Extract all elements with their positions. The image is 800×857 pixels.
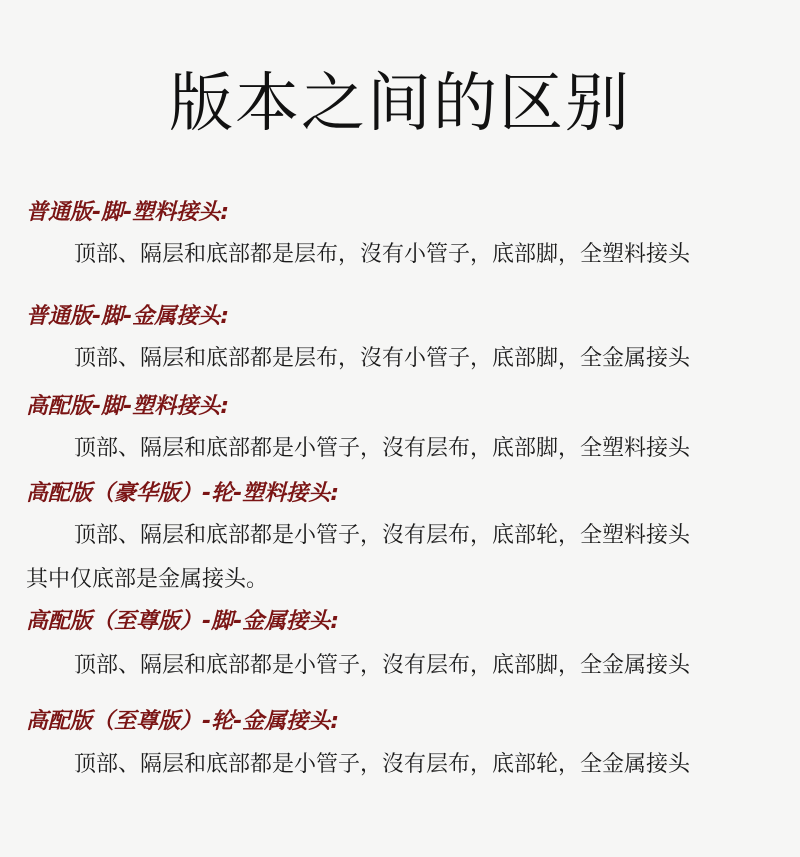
version-description-supreme-feet-metal: 顶部、隔层和底部都是小管子，沒有层布，底部脚，全金属接头 [74,653,691,678]
version-description-deluxe-wheels-plastic: 顶部、隔层和底部都是小管子，沒有层布，底部轮，全塑料接头 [74,523,691,548]
version-heading-standard-feet-plastic: 普通版-脚-塑料接头: [26,200,230,225]
version-heading-supreme-feet-metal: 高配版（至尊版）-脚-金属接头: [26,609,340,634]
version-heading-deluxe-wheels-plastic: 高配版（豪华版）-轮-塑料接头: [26,481,340,506]
version-note-deluxe-wheels-plastic: 其中仅底部是金属接头。 [26,567,269,592]
version-heading-standard-feet-metal: 普通版-脚-金属接头: [26,304,230,329]
version-description-supreme-wheels-metal: 顶部、隔层和底部都是小管子，沒有层布，底部轮，全金属接头 [74,752,691,777]
version-heading-supreme-wheels-metal: 高配版（至尊版）-轮-金属接头: [26,709,340,734]
version-description-premium-feet-plastic: 顶部、隔层和底部都是小管子，沒有层布，底部脚，全塑料接头 [74,436,691,461]
page-title: 版本之间的区别 [169,67,631,141]
version-description-standard-feet-metal: 顶部、隔层和底部都是层布，沒有小管子，底部脚，全金属接头 [74,346,691,371]
version-description-standard-feet-plastic: 顶部、隔层和底部都是层布，沒有小管子，底部脚，全塑料接头 [74,242,691,267]
version-heading-premium-feet-plastic: 高配版-脚-塑料接头: [26,394,230,419]
